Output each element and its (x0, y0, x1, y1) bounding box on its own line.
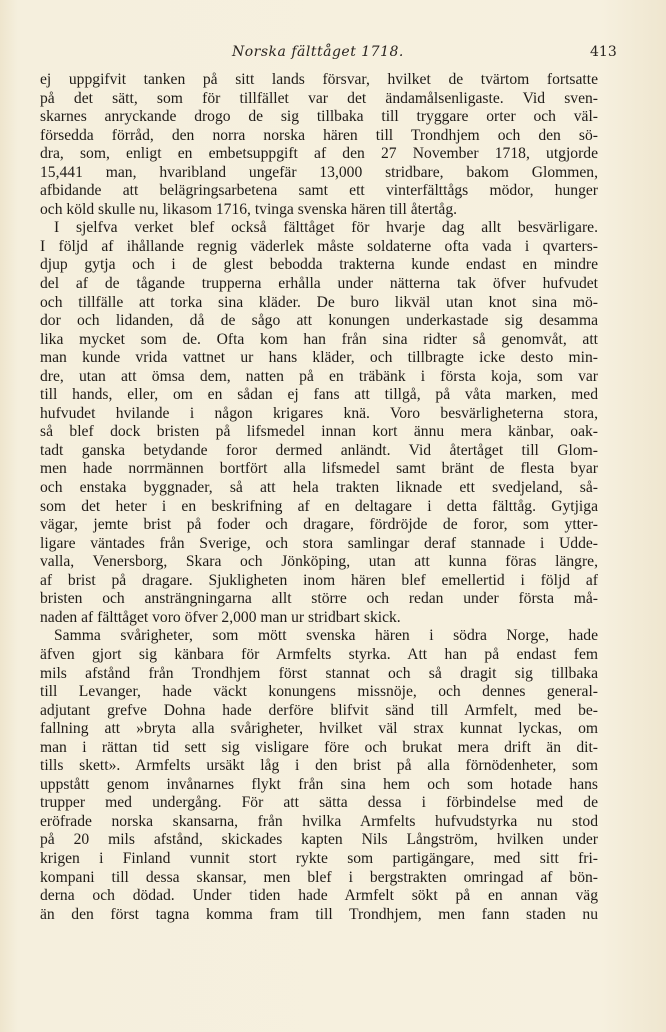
text-line: och tillfälle att torka sina kläder. De buro likväl utan knot sina mö- (40, 293, 598, 311)
text-line: ej uppgifvit tanken på sitt lands försvar, hvilket de tvärtom fortsatte (40, 71, 598, 88)
text-line: och enstaka byggnader, så att hela trakten liknade ett svedjeland, så- (40, 479, 598, 497)
text-line: I sjelfva verket blef också fälttåget för hvarje dag allt besvärligare. (54, 219, 598, 237)
text-line: tills skett». Armfelts ursäkt låg i den brist på alla förnödenheter, som (40, 757, 598, 775)
text-line: trupper med undergång. För att sätta dessa i förbindelse med de (40, 794, 598, 812)
running-head (0, 44, 666, 64)
text-line: äfven gjort sig känbara för Armfelts styrka. Att han på endast fem (40, 645, 598, 663)
text-line: eröfrade norska skansarna, från hvilka Armfelts hufvudstyrka nu stod (40, 812, 598, 830)
text-line: man i rättan tid sett sig visligare före och brukat mera drift än dit- (40, 738, 598, 756)
text-line: och köld skulle nu, likasom 1716, tvinga svenska hären till återtåg. (40, 200, 458, 218)
text-line: som det heter i en beskrifning af en deltagare i detta fälttåg. Gytjiga (40, 497, 598, 515)
body-text (40, 71, 598, 924)
text-line: till hands, eller, om en sådan ej fans att tillgå, på våta marken, med (40, 386, 598, 404)
text-line: mils afstånd från Trondhjem först stannat och så dragit sig tillbaka (40, 664, 598, 682)
text-line: lika mycket som de. Ofta kom han från sina ridter så genomvåt, att (40, 330, 598, 348)
text-line: Samma svårigheter, som mött svenska hären i södra Norge, hade (54, 627, 598, 645)
text-line: derna och dödad. Under tiden hade Armfelt sökt på en annan väg (40, 887, 598, 905)
text-line: I följd af ihållande regnig väderlek måste soldaterne ofta vada i qvarters- (40, 237, 598, 255)
text-line: krigen i Finland vunnit stort rykte som partigängare, med sitt fri- (40, 849, 598, 867)
text-line: afbidande att belägringsarbetena samt ett vinterfälttågs mödor, hunger (40, 182, 598, 200)
text-line: hufvudet hvilande i någon krigares knä. Voro besvärligheterna stora, (40, 404, 598, 422)
running-title: Norska fälttåget 1718. (232, 44, 404, 60)
text-line: kompani till dessa skansar, men blef i bergstrakten omringad af bön- (40, 868, 598, 886)
text-line: del af de tågande trupperna erhålla under nätterna tak öfver hufvudet (40, 275, 598, 293)
page-number: 413 (590, 44, 617, 60)
text-line: ligare väntades från Sverige, och stora samlingar deraf stannade i Udde- (40, 534, 598, 552)
text-line: adjutant grefve Dohna hade derföre blifvit sänd till Armfelt, med be- (40, 701, 598, 719)
text-line: så blef dock bristen på lifsmedel innan kort ännu mera känbar, oak- (40, 423, 598, 441)
text-line: fallning att »bryta alla svårigheter, hvilket väl strax kunnat lyckas, om (40, 720, 598, 738)
text-line: 15,441 man, hvaribland ungefär 13,000 stridbare, bakom Glommen, (40, 163, 598, 181)
text-line: man kunde vrida vattnet ur hans kläder, och tillbragte icke desto min- (40, 349, 598, 367)
text-line: naden af fälttåget voro öfver 2,000 man ur stridbart skick. (40, 608, 401, 626)
text-line: vägar, jemte brist på foder och dragare, fördröjde de foror, som ytter- (40, 516, 598, 534)
text-line: dra, som, enligt en embetsuppgift af den 27 November 1718, utgjorde (40, 145, 598, 163)
text-line: tadt ganska betydande foror dermed anländt. Vid återtåget till Glom- (40, 441, 598, 459)
text-line: än den först tagna komma fram till Trondhjem, men fann staden nu (40, 905, 598, 923)
text-line: dor och lidanden, då de sågo att konungen underkastade sig desamma (40, 312, 598, 330)
text-line: men hade norrmännen bortfört alla lifsmedel samt bränt de flesta byar (40, 460, 598, 478)
text-line: valla, Venersborg, Skara och Jönköping, utan att kunna föras längre, (40, 553, 598, 571)
text-line: försedda förråd, den norra norska hären till Trondhjem och den sö- (40, 126, 598, 144)
text-line: uppstått genom invånarnes flykt från sina hem och som hotade hans (40, 775, 598, 793)
text-line: bristen och ansträngningarna allt större och redan under första må- (40, 590, 598, 608)
text-line: på det sätt, som för tillfället var det ändamålsenligaste. Vid sven- (40, 89, 598, 107)
text-line: af brist på dragare. Sjukligheten inom hären blef emellertid i följd af (40, 571, 598, 589)
text-line: dre, utan att ömsa dem, natten på en träbänk i första koja, som var (40, 367, 598, 385)
text-line: skarnes anryckande drogo de sig tillbaka till tryggare orter och väl- (40, 108, 598, 126)
text-line: till Levanger, hade väckt konungens missnöje, och dennes general- (40, 683, 598, 701)
text-line: djup gytja och i de glest bebodda trakterna kunde endast en mindre (40, 256, 598, 274)
text-line: på 20 mils afstånd, skickades kapten Nils Långström, hvilken under (40, 831, 598, 849)
